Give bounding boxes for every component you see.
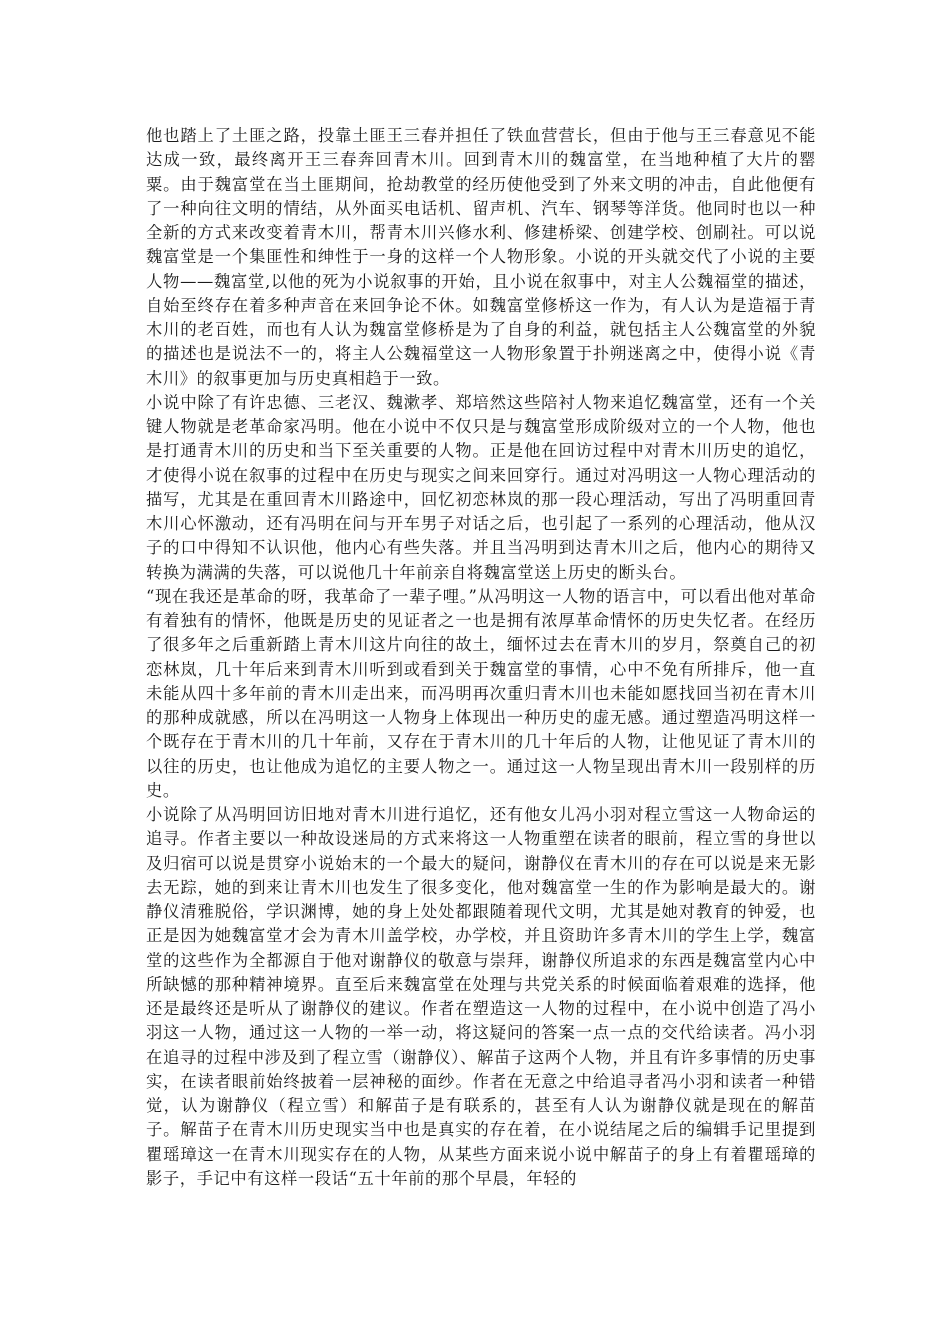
document-body — [146, 124, 816, 1191]
paragraph-revolution-quote: “现在我还是革命的呀，我革命了一辈子哩。”从冯明这一人物的语言中，可以看出他对革命有着独有的情怀，他既是历史的见证者之一也是拥有浓厚革命情怀的历史失忆者。在经历了很多年之后重新踏上青木川这片向往的故土，缅怀过去在青木川的岁月，祭奠自己的初恋林岚，几十年后来到青木川听到或看到关于魏富堂的事情，心中不免有所排斥，他一直未能从四十多年前的青木川走出来，而冯明再次重归青木川也未能如愿找回当初在青木川的那种成就感，所以在冯明这一人物身上体现出一种历史的虚无感。通过塑造冯明这样一个既存在于青木川的几十年前，又存在于青木川的几十年后的人物，让他见证了青木川的以往的历史，也让他成为追忆的主要人物之一。通过这一人物呈现出青木川一段别样的历史。 — [146, 586, 816, 800]
paragraph-wei-futang: 他也踏上了土匪之路，投靠土匪王三春并担任了铁血营营长，但由于他与王三春意见不能达成一致，最终离开王三春奔回青木川。回到青木川的魏富堂，在当地种植了大片的罂粟。由于魏富堂在当土匪期间，抢劫教堂的经历使他受到了外来文明的冲击，自此他便有了一种向往文明的情结，从外面买电话机、留声机、汽车、钢琴等洋货。他同时也以一种全新的方式来改变着青木川，帮青木川兴修水利、修建桥梁、创建学校、创刷社。可以说魏富堂是一个集匪性和绅性于一身的这样一个人物形象。小说的开头就交代了小说的主要人物——魏富堂,以他的死为小说叙事的开始，且小说在叙事中，对主人公魏福堂的描述，自始至终存在着多种声音在来回争论不休。如魏富堂修桥这一作为，有人认为是造福于青木川的老百姓，而也有人认为魏富堂修桥是为了自身的利益，就包括主人公魏富堂的外貌的描述也是说法不一的，将主人公魏福堂这一人物形象置于扑朔迷离之中，使得小说《青木川》的叙事更加与历史真相趋于一致。 — [146, 126, 816, 388]
paragraph-feng-ming: 小说中除了有许忠德、三老汉、魏漱孝、郑培然这些陪衬人物来追忆魏富堂，还有一个关键人物就是老革命家冯明。他在小说中不仅只是与魏富堂形成阶级对立的一个人物，他也是打通青木川的历史和当下至关重要的人物。正是他在回访过程中对青木川历史的追忆，才使得小说在叙事的过程中在历史与现实之间来回穿行。通过对冯明这一人物心理活动的描写，尤其是在重回青木川路途中，回忆初恋林岚的那一段心理活动，写出了冯明重回青木川心怀激动，还有冯明在问与开车男子对话之后，也引起了一系列的心理活动，他从汉子的口中得知不认识他，他内心有些失落。并且当冯明到达青木川之后，他内心的期待又转换为满满的失落，可以说他几十年前亲自将魏富堂送上历史的断头台。 — [146, 392, 816, 582]
paragraph-feng-xiaoyu: 小说除了从冯明回访旧地对青木川进行追忆，还有他女儿冯小羽对程立雪这一人物命运的追寻。作者主要以一种故设迷局的方式来将这一人物重塑在读者的眼前，程立雪的身世以及归宿可以说是贯穿小说始末的一个最大的疑问，谢静仪在青木川的存在可以说是来无影去无踪，她的到来让青木川也发生了很多变化，他对魏富堂一生的作为影响是最大的。谢静仪清雅脱俗，学识渊博，她的身上处处都跟随着现代文明，尤其是她对教育的钟爱，也正是因为她魏富堂才会为青木川盖学校，办学校，并且资助许多青木川的学生上学，魏富堂的这些作为全都源自于他对谢静仪的敬意与崇拜，谢静仪所追求的东西是魏富堂内心中所缺憾的那种精神境界。直至后来魏富堂在处理与共党关系的时候面临着艰难的选择，他还是最终还是听从了谢静仪的建议。作者在塑造这一人物的过程中，在小说中创造了冯小羽这一人物，通过这一人物的一举一动，将这疑问的答案一点一点的交代给读者。冯小羽在追寻的过程中涉及到了程立雪（谢静仪）、解苗子这两个人物，并且有许多事情的历史事实，在读者眼前始终披着一层神秘的面纱。作者在无意之中给追寻者冯小羽和读者一种错觉，认为谢静仪（程立雪）和解苗子是有联系的，甚至有人认为谢静仪就是现在的解苗子。解苗子在青木川历史现实当中也是真实的存在着，在小说结尾之后的编辑手记里提到瞿瑶璋这一在青木川现实存在的人物，从某些方面来说小说中解苗子的身上有着瞿瑶璋的影子，手记中有这样一段话“五十年前的那个早晨，年轻的 — [146, 805, 816, 1188]
